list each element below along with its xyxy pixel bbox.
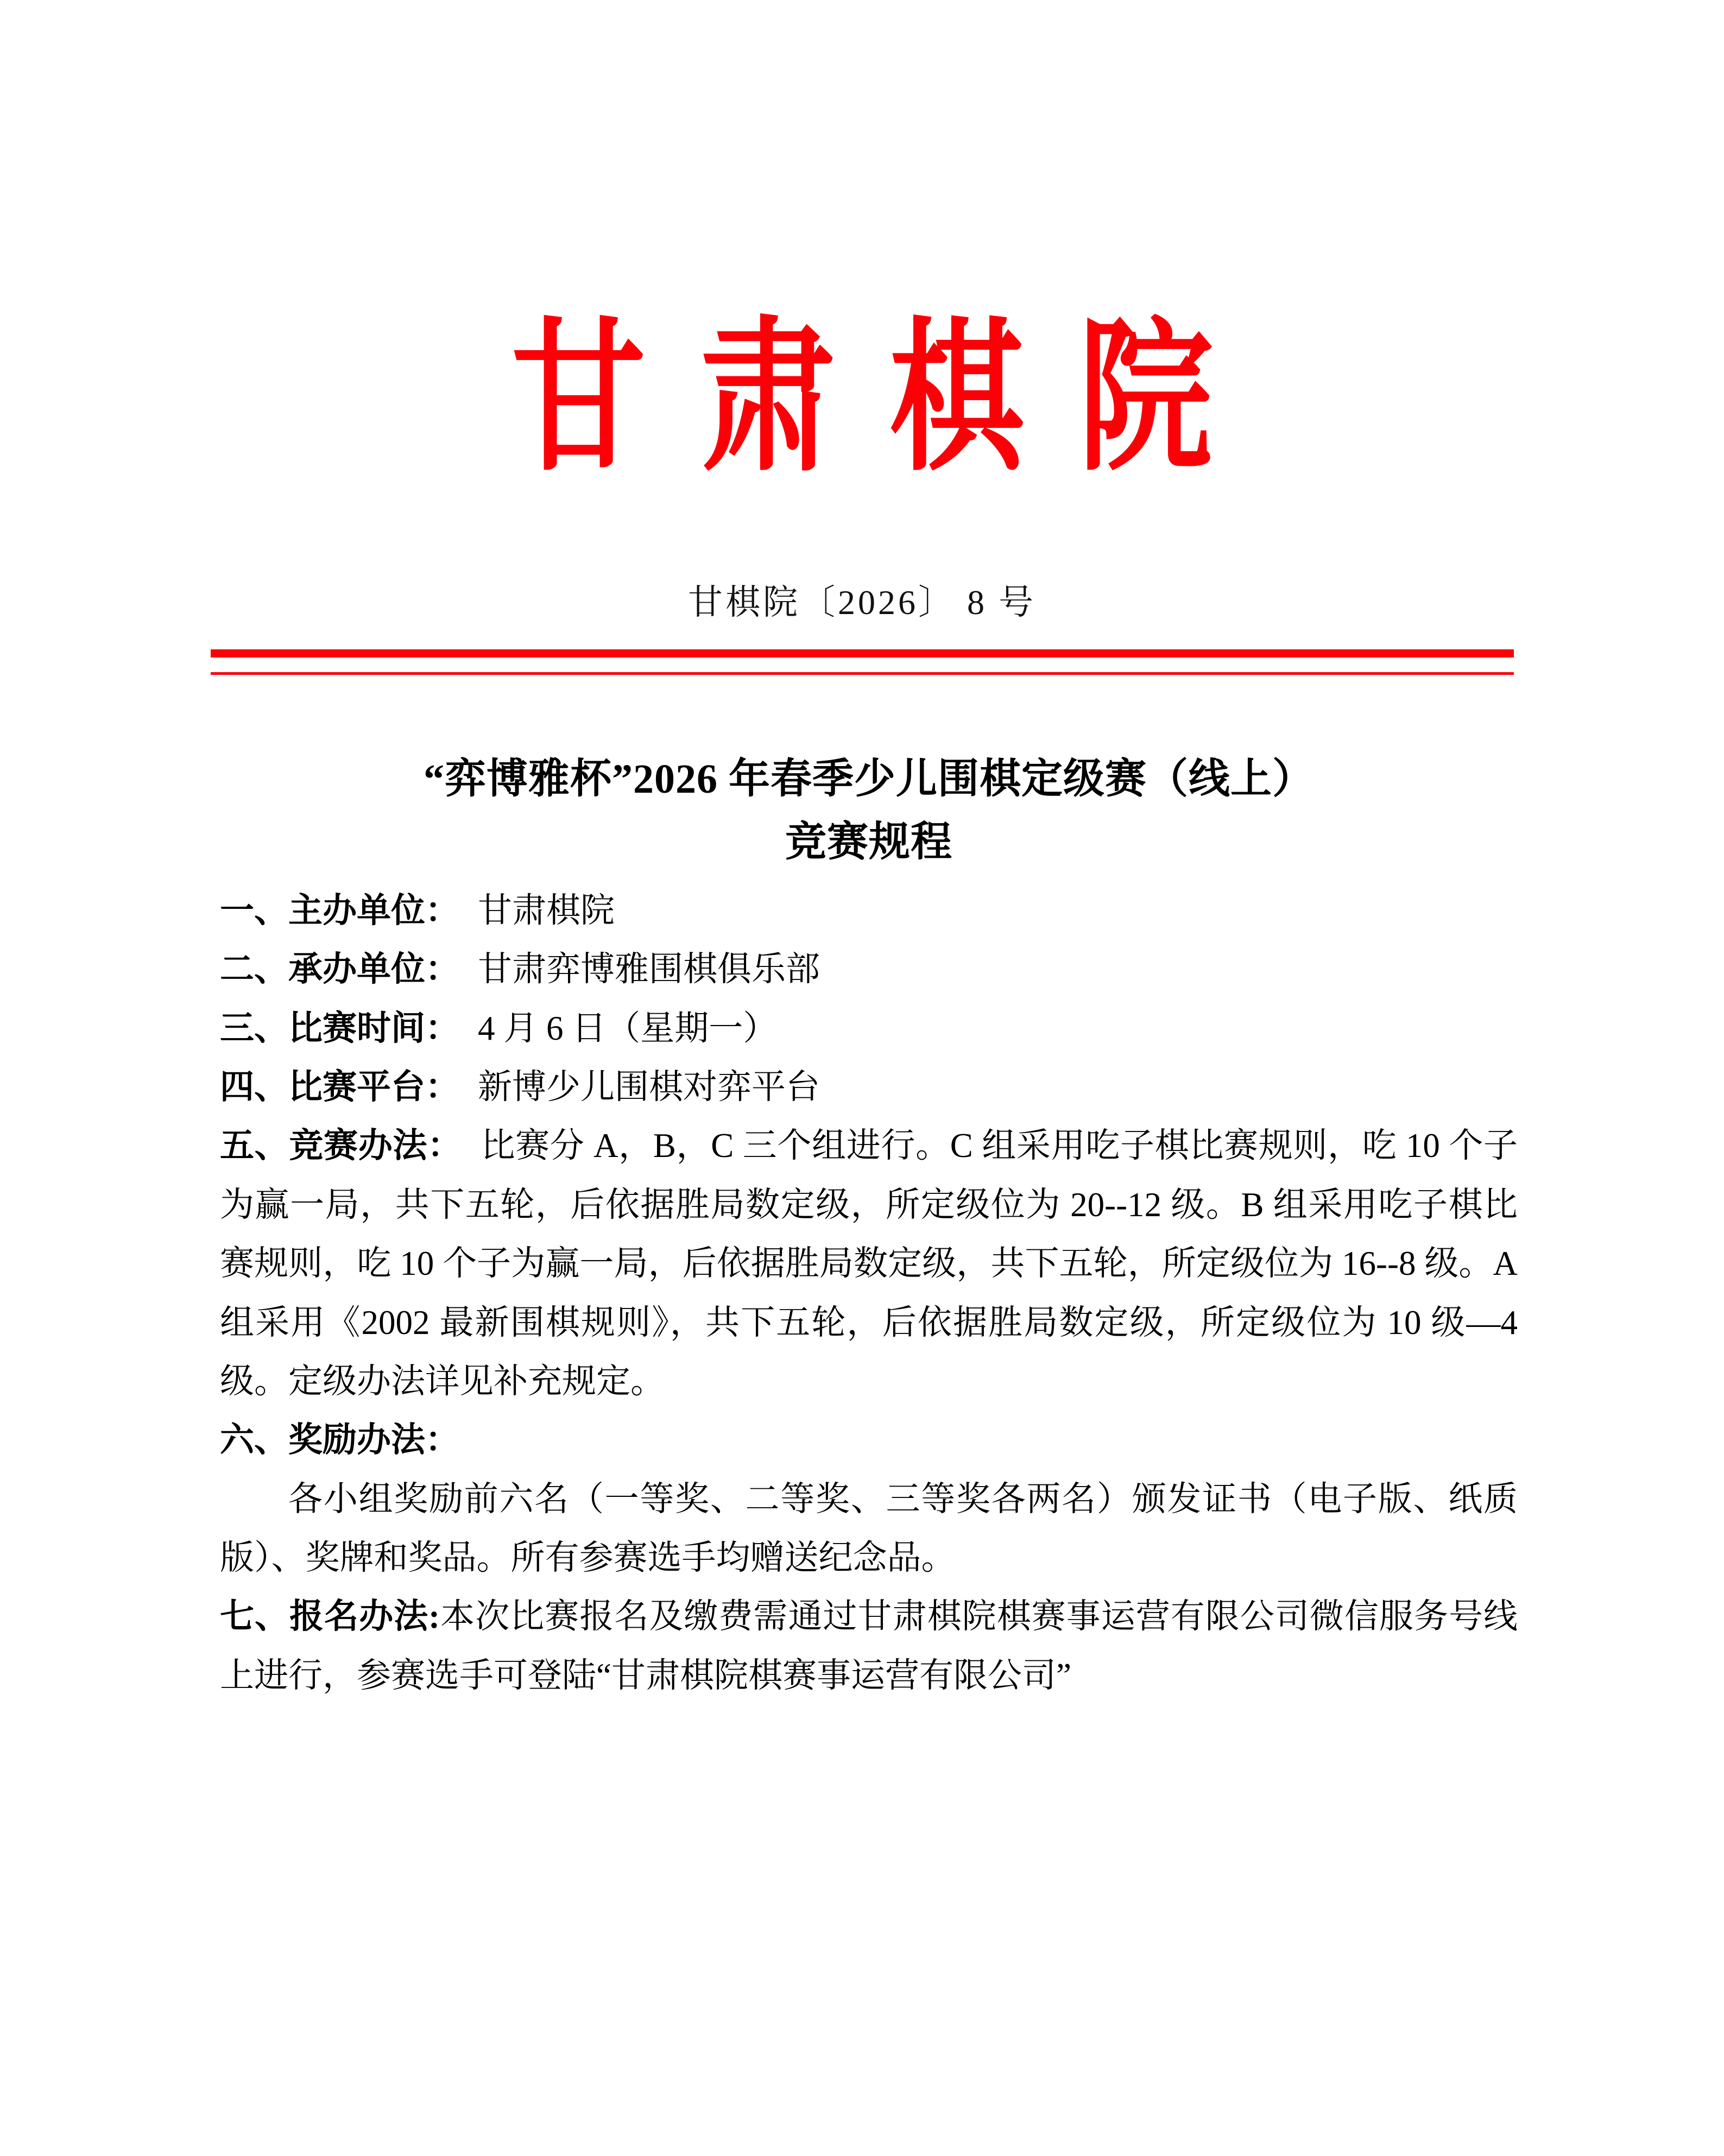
clause-value: 4 月 6 日（星期一） [478,1009,778,1047]
clause-number: 七、 [220,1597,290,1636]
clause-host [220,940,1518,998]
clause-value: 本次比赛报名及缴费需通过甘肃棋院棋赛事运营有限公司微信服务号线上进行，参赛选手可登陆“甘肃棋院棋赛事运营有限公司” [220,1597,1518,1695]
clause-value: 甘肃弈博雅围棋俱乐部 [478,950,820,989]
clause-label: 奖励办法： [288,1421,459,1459]
clause-value: 甘肃棋院 [478,892,615,930]
clause-value: 新博少儿围棋对弈平台 [478,1068,820,1107]
rule-thin-line [211,672,1514,675]
clause-number: 三、 [220,1009,288,1047]
clause-label: 比赛平台： [288,1068,459,1107]
page-title-line-1: “弈博雅杯”2026 年春季少儿围棋定级赛（线上） [424,756,1314,802]
clause-registration [220,1587,1518,1705]
clause-number: 六、 [220,1421,288,1459]
clause-label: 竞赛办法： [289,1127,462,1165]
red-header [0,308,1724,491]
clause-organizer [220,881,1518,940]
page-title [220,748,1518,874]
clause-number: 二、 [220,950,288,989]
clause-label: 比赛时间： [288,1009,459,1047]
document-body [220,748,1518,1705]
clause-platform [220,1058,1518,1116]
clause-label: 承办单位： [288,950,459,989]
page-title-line-2: 竞赛规程 [785,819,952,865]
clause-number: 四、 [220,1068,288,1107]
document-number: 甘棋院〔2026〕 8 号 [688,583,1036,622]
clause-value: 比赛分 A，B，C 三个组进行。C 组采用吃子棋比赛规则，吃 10 个子为赢一局，共下五轮，后依据胜局数定级，所定级位为 20--12 级。B 组采用吃子棋比赛规则，吃 10 个子为赢一局，后依据胜局数定级，共下五轮，所定级位为 16--8 级。A 组采用《2002 最新围棋规则》，共下五轮，后依据胜局数定级，所定级位为 10 级—4 级。定级办法详见补充规定。 [220,1127,1518,1400]
clause-label: 报名办法: [289,1597,440,1636]
issuer-name: 甘肃棋院 [511,308,1267,491]
clause-date [220,999,1518,1058]
rule-thick-line [211,649,1514,657]
clause-number: 五、 [220,1127,289,1165]
clause-awards-heading [220,1411,1518,1469]
red-separator-rule [211,649,1514,687]
clause-number: 一、 [220,892,288,930]
clause-label: 主办单位： [288,892,459,930]
clause-awards-paragraph: 各小组奖励前六名（一等奖、二等奖、三等奖各两名）颁发证书（电子版、纸质版）、奖牌和奖品。所有参赛选手均赠送纪念品。 [220,1480,1518,1577]
clause-competition-rules [220,1116,1518,1411]
